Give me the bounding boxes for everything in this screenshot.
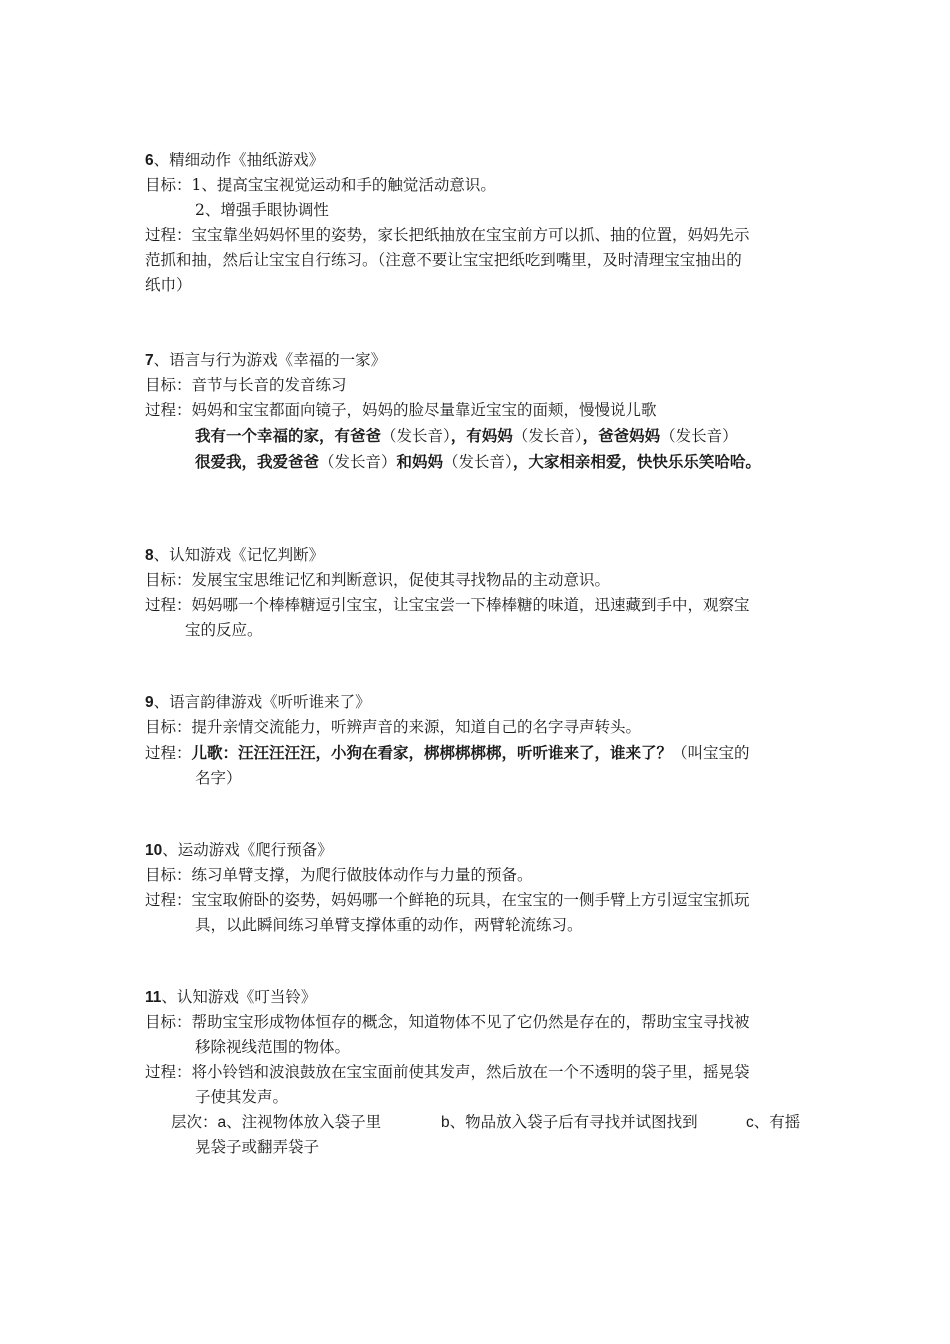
section-number: 10 [145,842,163,859]
goal-text: 发展宝宝思维记忆和判断意识，促使其寻找物品的主动意识。 [191,571,611,589]
section-number: 8 [145,547,154,564]
process-label: 过程： [145,1063,192,1081]
rhyme-text: ，爸爸妈妈 [582,426,661,445]
process-label: 过程： [145,596,192,614]
rhyme-text: ，有妈妈 [450,426,513,445]
goal-label: 目标： [145,376,192,394]
goal-label: 目标： [145,571,192,589]
section-8-heading [145,543,815,568]
section-11-levels-2 [145,1135,815,1160]
level-text: 晃袋子或翻弄袋子 [195,1138,320,1156]
goal-label: 目标： [145,176,192,194]
rhyme-note: 名字） [195,769,242,787]
goal-text: 1、提高宝宝视觉运动和手的触觉活动意识。 [191,176,496,194]
rhyme-text: ，大家相亲相爱，快快乐乐笑哈哈。 [512,452,761,471]
rhyme-line-2 [145,449,815,475]
section-title: 、语言与行为游戏《幸福的一家》 [153,351,387,369]
rhyme-note: （发长音） [319,453,397,471]
section-7 [145,348,815,475]
level-text: a、注视物体放入袋子里 [217,1114,382,1131]
goal-label: 目标： [145,718,192,736]
section-10-process [145,888,815,913]
rhyme-text: 我有一个幸福的家，有爸爸 [195,426,382,445]
process-text: 宝宝取俯卧的姿势，妈妈哪一个鲜艳的玩具，在宝宝的一侧手臂上方引逗宝宝抓玩 [191,891,750,909]
rhyme-note: （发长音） [381,427,451,445]
goal-text: 音节与长音的发音练习 [191,376,347,394]
section-10-goal [145,863,815,888]
section-11-levels [145,1110,815,1135]
section-8-goal [145,568,815,593]
section-7-heading [145,348,815,373]
section-7-process [145,398,815,423]
goal-text: 提升亲情交流能力，听辨声音的来源，知道自己的名字寻声转头。 [191,718,642,736]
goal-text: 帮助宝宝形成物体恒存的概念，知道物体不见了它仍然是存在的，帮助宝宝寻找被 [191,1013,750,1031]
section-11-goal [145,1010,815,1035]
section-10-heading [145,838,815,863]
goal-text: 2、增强手眼协调性 [195,201,329,219]
section-title: 、认知游戏《记忆判断》 [153,546,325,564]
process-label: 过程： [145,891,192,909]
rhyme-note: （发长音） [660,427,738,445]
section-number: 7 [145,352,154,369]
rhyme-text: 很爱我，我爱爸爸 [195,452,320,471]
process-text: 妈妈和宝宝都面向镜子，妈妈的脸尽量靠近宝宝的面颊，慢慢说儿歌 [191,401,657,419]
rhyme-note: （发长音） [512,427,583,445]
section-6-process [145,223,815,248]
process-label: 过程： [145,401,192,419]
section-9-process-2 [145,766,815,791]
levels-label: 层次： [171,1113,218,1131]
section-6-process-2 [145,248,815,273]
section-10-process-2 [145,913,815,938]
rhyme-note: （叫宝宝的 [672,744,750,762]
process-text: 宝的反应。 [185,621,263,639]
section-9-process [145,740,815,766]
process-text: 范抓和抽，然后让宝宝自行练习。（注意不要让宝宝把纸吃到嘴里，及时清理宝宝抽出的 [145,251,742,269]
goal-text: 移除视线范围的物体。 [195,1038,351,1056]
section-6-process-3 [145,273,815,298]
rhyme-text: 儿歌：汪汪汪汪汪，小狗在看家，梆梆梆梆梆，听听谁来了，谁来了？ [191,743,673,762]
section-6-goal [145,173,815,198]
goal-text: 练习单臂支撑，为爬行做肢体动作与力量的预备。 [191,866,533,884]
section-title: 、认知游戏《叮当铃》 [161,988,317,1006]
section-7-goal [145,373,815,398]
section-6-heading [145,148,815,173]
section-6-goal-2 [145,198,815,223]
level-a [171,1110,441,1135]
section-11-heading [145,985,815,1010]
section-10 [145,838,815,938]
goal-label: 目标： [145,866,192,884]
section-9-goal [145,715,815,740]
goal-label: 目标： [145,1013,192,1031]
section-title: 、运动游戏《爬行预备》 [162,841,333,859]
section-8 [145,543,815,643]
process-text: 具，以此瞬间练习单臂支撑体重的动作，两臂轮流练习。 [195,916,583,934]
section-9-heading [145,690,815,715]
level-c: c、有摇 [746,1114,801,1131]
section-11-process-2 [145,1085,815,1110]
section-title: 、语言韵律游戏《听听谁来了》 [153,693,371,711]
process-text: 妈妈哪一个棒棒糖逗引宝宝，让宝宝尝一下棒棒糖的味道，迅速藏到手中，观察宝 [191,596,750,614]
process-text: 子使其发声。 [195,1088,289,1106]
level-b: b、物品放入袋子后有寻找并试图找到 [441,1114,698,1131]
section-11-process [145,1060,815,1085]
section-6 [145,148,815,298]
section-11 [145,985,815,1160]
section-number: 6 [145,152,154,169]
document-page [145,148,815,1160]
section-11-goal-2 [145,1035,815,1060]
section-number: 9 [145,694,154,711]
section-title: 、精细动作《抽纸游戏》 [153,151,325,169]
rhyme-note: （发长音） [443,453,513,471]
section-number: 11 [145,989,162,1006]
process-text: 宝宝靠坐妈妈怀里的姿势，家长把纸抽放在宝宝前方可以抓、抽的位置，妈妈先示 [191,226,750,244]
process-label: 过程： [145,744,192,762]
rhyme-line-1 [145,423,815,449]
section-8-process-2 [145,618,815,643]
process-text: 将小铃铛和波浪鼓放在宝宝面前使其发声，然后放在一个不透明的袋子里，摇晃袋 [191,1063,750,1081]
process-label: 过程： [145,226,192,244]
section-8-process [145,593,815,618]
process-text: 纸巾） [145,276,192,294]
rhyme-text: 和妈妈 [396,452,444,471]
section-9 [145,690,815,791]
